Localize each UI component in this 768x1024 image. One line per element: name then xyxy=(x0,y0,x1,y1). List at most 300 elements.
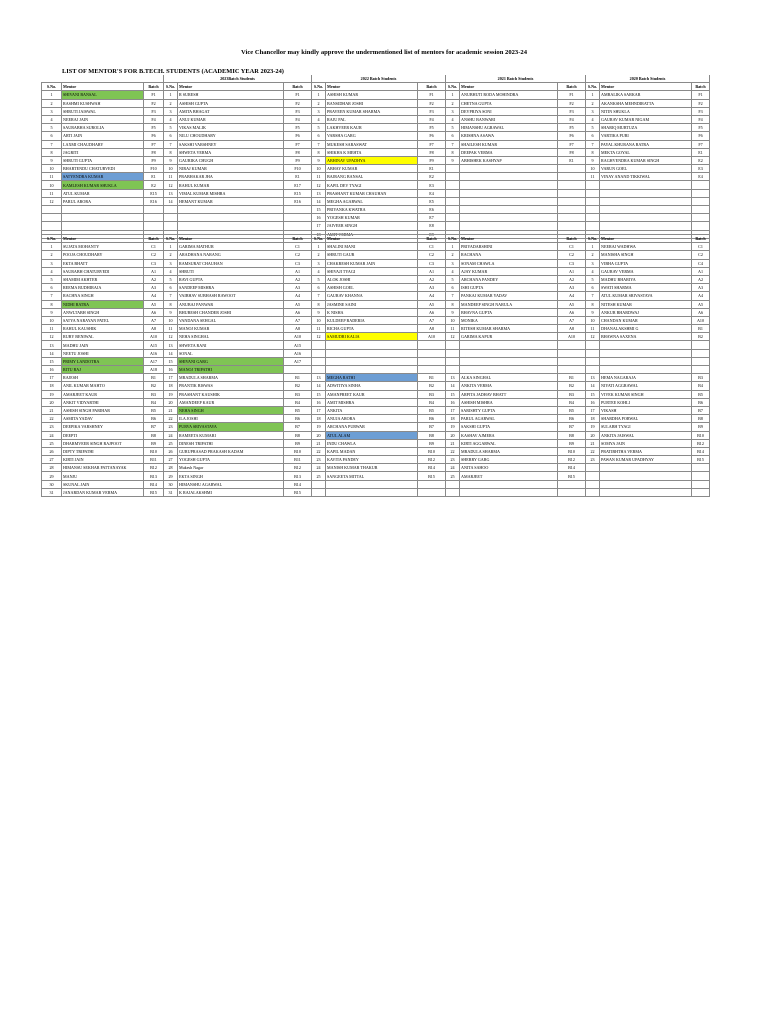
sno-cell: 13 xyxy=(586,374,600,382)
mentor-name-cell: NEHA SINGH xyxy=(178,406,284,414)
sno-cell: 22 xyxy=(312,447,326,455)
mentor-name-cell: PRIYADARSHINI xyxy=(460,243,558,251)
mentor-name-cell: SAKSHI GUPTA xyxy=(460,423,558,431)
sno-cell: 20 xyxy=(586,431,600,439)
sno-cell: 23 xyxy=(446,456,460,464)
mentor-name-cell xyxy=(62,214,144,222)
table-row xyxy=(42,251,710,259)
mentor-name-cell: SHRUTI GUPTA xyxy=(62,156,144,164)
mentor-name-cell: NEERAJ WADHWA xyxy=(600,243,692,251)
sno-cell: 9 xyxy=(446,156,460,164)
batch-cell: A2 xyxy=(144,275,164,283)
mentor-name-cell: NEERAJ JAIN xyxy=(62,115,144,123)
mentor-name-cell: ASHISH SINGH PARIHAR xyxy=(62,406,144,414)
mentor-name-cell: VARTIKA PURI xyxy=(600,132,692,140)
table-row xyxy=(42,464,710,472)
sno-cell: 2 xyxy=(312,251,326,259)
mentor-name-cell: SHERRY GARG xyxy=(460,456,558,464)
sno-cell: 5 xyxy=(42,275,62,283)
sno-cell: 19 xyxy=(164,390,178,398)
batch-cell: A1 xyxy=(144,267,164,275)
mentor-name-cell: GARIMA MATHUR xyxy=(178,243,284,251)
batch-cell: F8 xyxy=(284,148,312,156)
sno-cell: 28 xyxy=(164,464,178,472)
sno-cell: 6 xyxy=(586,284,600,292)
mentor-name-cell: SANDEEP MISHRA xyxy=(178,284,284,292)
batch-cell: E3 xyxy=(692,165,710,173)
batch-cell: B8 xyxy=(284,431,312,439)
batch-cell: F4 xyxy=(284,115,312,123)
sno-cell: 20 xyxy=(312,431,326,439)
sno-cell: 21 xyxy=(446,439,460,447)
sno-cell: 27 xyxy=(42,456,62,464)
batch-cell: F5 xyxy=(558,124,586,132)
mentor-name-cell: RAMEETA KUMARI xyxy=(178,431,284,439)
batch-cell: B3 xyxy=(284,390,312,398)
mentor-name-cell: ANKITA JAISWAL xyxy=(600,431,692,439)
mentor-name-cell: PURVA SRIVASTAVA xyxy=(178,423,284,431)
sno-cell xyxy=(446,357,460,365)
batch-cell: C3 xyxy=(144,259,164,267)
mentor-name-cell: K NISHA xyxy=(326,308,418,316)
sno-cell: 15 xyxy=(42,357,62,365)
mentor-name-cell: SOMYA JAIN xyxy=(600,439,692,447)
batch-title: 2021 Batch Students xyxy=(446,75,586,83)
batch-cell xyxy=(558,214,586,222)
table-row xyxy=(42,431,710,439)
sno-cell xyxy=(42,206,62,214)
sno-cell: 9 xyxy=(164,308,178,316)
sno-cell: 15 xyxy=(586,390,600,398)
sno-cell: 3 xyxy=(586,259,600,267)
batch-cell: B7 xyxy=(284,423,312,431)
sno-cell: 13 xyxy=(446,374,460,382)
batch-cell: E17 xyxy=(284,181,312,189)
batch-cell: A7 xyxy=(418,316,446,324)
sno-cell: 3 xyxy=(164,107,178,115)
batch-cell: F6 xyxy=(558,132,586,140)
mentor-name-cell: PARUL ARORA xyxy=(62,197,144,205)
batch-cell: A3 xyxy=(692,284,710,292)
sno-cell: 5 xyxy=(446,124,460,132)
sno-cell xyxy=(446,480,460,488)
batch-cell xyxy=(692,206,710,214)
sno-cell: 7 xyxy=(312,140,326,148)
mentor-name-cell: MRADULA SHARMA xyxy=(460,447,558,455)
mentor-name-cell: K RAJALAKSHMI xyxy=(178,488,284,496)
mentor-name-cell: NILU CHOUDHARY xyxy=(178,132,284,140)
sno-cell: 29 xyxy=(164,472,178,480)
mentor-name-cell: KAPIL DEV TYAGI xyxy=(326,181,418,189)
sno-cell xyxy=(586,464,600,472)
batch-cell: F2 xyxy=(558,99,586,107)
mentor-name-cell: DEEPAK VERMA xyxy=(460,148,558,156)
sno-cell xyxy=(446,214,460,222)
batch-cell: A8 xyxy=(558,325,586,333)
mentor-name-cell: SWATI SHARMA xyxy=(600,284,692,292)
batch-cell xyxy=(692,214,710,222)
sno-cell xyxy=(42,222,62,230)
batch-cell: B10 xyxy=(284,447,312,455)
sno-cell: 12 xyxy=(164,181,178,189)
batch-header: Batch xyxy=(418,235,446,243)
mentor-name-cell: VIKAS MALIK xyxy=(178,124,284,132)
table-row xyxy=(42,390,710,398)
sno-cell: 1 xyxy=(446,243,460,251)
sno-cell: 10 xyxy=(42,165,62,173)
batch-cell xyxy=(144,222,164,230)
batch-cell: B2 xyxy=(284,382,312,390)
batch-cell xyxy=(558,181,586,189)
batch-cell: B3 xyxy=(692,374,710,382)
sno-cell: 11 xyxy=(42,173,62,181)
sno-cell: 24 xyxy=(312,464,326,472)
sno-cell: 7 xyxy=(446,292,460,300)
batch-cell: B9 xyxy=(558,439,586,447)
mentor-name-cell xyxy=(600,464,692,472)
batch-cell xyxy=(692,189,710,197)
mentor-name-cell xyxy=(600,181,692,189)
batch-cell: B13 xyxy=(284,472,312,480)
batch-cell: B5 xyxy=(558,406,586,414)
sno-cell: 14 xyxy=(164,197,178,205)
batch-cell xyxy=(692,222,710,230)
table-row xyxy=(42,222,710,230)
batch-cell: F1 xyxy=(692,91,710,99)
sno-cell: 18 xyxy=(312,415,326,423)
batch-cell: A4 xyxy=(558,292,586,300)
mentor-name-cell: ALKA SINGHAL xyxy=(460,374,558,382)
batch-cell: A7 xyxy=(284,316,312,324)
mentor-name-cell: JAIVEER SINGH xyxy=(326,222,418,230)
batch-cell: C2 xyxy=(418,251,446,259)
table-row xyxy=(42,316,710,324)
batch-cell: B4 xyxy=(418,398,446,406)
sno-cell: 16 xyxy=(42,366,62,374)
table-row xyxy=(42,189,710,197)
sno-header: S.No. xyxy=(164,83,178,91)
sno-cell: 8 xyxy=(42,148,62,156)
sno-cell xyxy=(586,189,600,197)
sno-cell: 8 xyxy=(312,148,326,156)
sno-cell: 17 xyxy=(446,406,460,414)
batch-cell xyxy=(692,464,710,472)
table-row xyxy=(42,140,710,148)
table-row xyxy=(42,148,710,156)
batch-cell xyxy=(558,222,586,230)
batch-cell: A4 xyxy=(692,292,710,300)
batch-title: 2020 Batch Students xyxy=(586,75,710,83)
batch-cell: F1 xyxy=(558,91,586,99)
mentor-name-cell: EKTA BHATT xyxy=(62,259,144,267)
mentor-name-cell: BHARTENDU CHATURVEDI xyxy=(62,165,144,173)
mentor-name-cell: GAURAV KHANNA xyxy=(326,292,418,300)
mentor-name-cell: DINESH TRIPATHI xyxy=(178,439,284,447)
sno-cell: 25 xyxy=(164,439,178,447)
mentor-name-cell: PAWAN KUMAR UPADHYAY xyxy=(600,456,692,464)
batch-cell: E1 xyxy=(558,156,586,164)
batch-cell xyxy=(284,214,312,222)
mentor-name-cell: PRIMY LANDOTRA xyxy=(62,357,144,365)
mentor-name-cell: MEGHA RATHI xyxy=(326,374,418,382)
mentor-name-cell: SHIKHA K MEHTA xyxy=(326,148,418,156)
table-row xyxy=(42,124,710,132)
batch-cell: B1 xyxy=(284,374,312,382)
batch-cell: F9 xyxy=(284,156,312,164)
mentor-name-cell: CHANDAN KUMAR xyxy=(600,316,692,324)
sno-cell xyxy=(586,197,600,205)
sno-cell: 24 xyxy=(164,431,178,439)
batch-cell: A15 xyxy=(144,341,164,349)
batch-cell: A2 xyxy=(284,275,312,283)
mentor-name-cell xyxy=(600,488,692,496)
batch-cell: B14 xyxy=(692,447,710,455)
mentor-name-cell: BHAVNA GUPTA xyxy=(460,308,558,316)
batch-cell: A5 xyxy=(558,300,586,308)
sno-cell: 1 xyxy=(586,91,600,99)
sno-cell: 2 xyxy=(586,99,600,107)
batch-cell xyxy=(558,357,586,365)
batch-cell: B2 xyxy=(418,382,446,390)
batch-title: 2023Batch Students xyxy=(164,75,312,83)
batch-cell: F6 xyxy=(692,132,710,140)
mentor-name-cell: SULABH TYAGI xyxy=(600,423,692,431)
sno-cell: 5 xyxy=(586,124,600,132)
sno-cell xyxy=(446,206,460,214)
batch-cell: B8 xyxy=(558,431,586,439)
batch-cell: F3 xyxy=(692,107,710,115)
sno-cell: 4 xyxy=(586,115,600,123)
sno-cell: 1 xyxy=(42,91,62,99)
mentor-name-cell: DHANALAKSHMI G xyxy=(600,325,692,333)
batch-cell xyxy=(418,349,446,357)
mentor-name-cell: ARCHANA PANDEY xyxy=(460,275,558,283)
sno-cell: 21 xyxy=(312,439,326,447)
batch-cell: C2 xyxy=(144,251,164,259)
mentor-name-cell: ANUBHUTI RODA MOHINDRA xyxy=(460,91,558,99)
sno-cell: 19 xyxy=(586,423,600,431)
batch-cell: B9 xyxy=(692,423,710,431)
batch-cell: E2 xyxy=(418,173,446,181)
mentor-name-cell: PURTEE KOHLI xyxy=(600,398,692,406)
sno-cell: 4 xyxy=(446,267,460,275)
table-row xyxy=(42,415,710,423)
sno-cell: 2 xyxy=(164,251,178,259)
table-row xyxy=(42,267,710,275)
mentor-name-cell: RITU RAJ xyxy=(62,366,144,374)
batch-cell xyxy=(284,366,312,374)
batch-cell: A6 xyxy=(144,308,164,316)
sno-cell: 10 xyxy=(42,181,62,189)
mentor-name-cell: ASHISH GUPTA xyxy=(178,99,284,107)
mentor-name-cell: YOGESH GUPTA xyxy=(178,456,284,464)
mentor-name-cell: GAURAV KUMAR NIGAM xyxy=(600,115,692,123)
mentor-name-cell: HEMA NAGARAJA xyxy=(600,374,692,382)
sno-cell: 17 xyxy=(164,374,178,382)
batch-cell: A8 xyxy=(418,325,446,333)
sno-cell: 1 xyxy=(446,91,460,99)
sno-cell xyxy=(312,341,326,349)
batch-cell: C1 xyxy=(692,243,710,251)
batch-cell: E16 xyxy=(284,197,312,205)
batch-header: Batch xyxy=(558,83,586,91)
mentor-name-cell: YOGESH KUMAR xyxy=(326,214,418,222)
sno-cell: 31 xyxy=(42,488,62,496)
batch-cell: F8 xyxy=(144,148,164,156)
mentor-name-cell: KIRTI JAIN xyxy=(62,456,144,464)
batch-header: Batch xyxy=(144,235,164,243)
mentor-name-cell: JANARDAN KUMAR VERMA xyxy=(62,488,144,496)
sno-cell: 7 xyxy=(164,140,178,148)
batch-header: Batch xyxy=(284,235,312,243)
batch-cell: B8 xyxy=(418,431,446,439)
mentor-name-cell xyxy=(600,341,692,349)
sno-cell: 6 xyxy=(42,284,62,292)
batch-cell: A3 xyxy=(284,284,312,292)
batch-cell: F7 xyxy=(144,140,164,148)
sno-cell: 18 xyxy=(164,382,178,390)
mentor-name-cell: ANUBAJ PANWAR xyxy=(178,300,284,308)
sno-cell: 17 xyxy=(42,374,62,382)
mentor-name-cell: SHARDHA PORWAL xyxy=(600,415,692,423)
mentor-name-cell: VIMAL KUMAR MISHRA xyxy=(178,189,284,197)
sno-cell: 12 xyxy=(312,333,326,341)
sno-cell: 10 xyxy=(164,165,178,173)
mentor-name-cell: NIDHI BATRA xyxy=(62,300,144,308)
mentor-name-cell: ANWLTABH SINGH xyxy=(62,308,144,316)
batch-cell xyxy=(692,488,710,496)
batch-cell: E1 xyxy=(692,148,710,156)
mentor-name-cell: VIVEK KUMAR SINGH xyxy=(600,390,692,398)
mentor-name-cell: POOJA CHOUDHARY xyxy=(62,251,144,259)
mentor-name-cell: MEGHA AGARWAL xyxy=(326,197,418,205)
batch-cell: E16 xyxy=(144,197,164,205)
mentor-name-cell: PRATIBHTHA VERMA xyxy=(600,447,692,455)
table-row xyxy=(42,173,710,181)
sno-cell: 9 xyxy=(42,156,62,164)
sno-cell: 22 xyxy=(164,415,178,423)
sno-cell: 3 xyxy=(586,107,600,115)
sno-header: S.No. xyxy=(446,83,460,91)
sno-cell: 1 xyxy=(586,243,600,251)
batch-cell: F2 xyxy=(692,99,710,107)
sno-cell: 4 xyxy=(586,267,600,275)
sno-cell: 22 xyxy=(42,415,62,423)
batch-cell: B4 xyxy=(692,382,710,390)
batch-cell: F8 xyxy=(558,148,586,156)
batch-cell: A2 xyxy=(692,275,710,283)
mentor-name-cell xyxy=(460,165,558,173)
mentor-name-cell xyxy=(600,206,692,214)
mentor-name-cell: PRASHANT KUMAR CHAUHAN xyxy=(326,189,418,197)
batch-cell: B1 xyxy=(144,374,164,382)
mentor-name-cell: SHRUTI JAISWAL xyxy=(62,107,144,115)
sno-cell: 17 xyxy=(312,406,326,414)
sno-cell: 1 xyxy=(42,243,62,251)
mentor-name-cell: DIPTY TRIPATHI xyxy=(62,447,144,455)
batch-cell: B3 xyxy=(418,390,446,398)
batch-cell xyxy=(144,214,164,222)
mentor-name-cell: SHWETA VERMA xyxy=(178,148,284,156)
mentor-name-cell: PRIYANKA KWATRA xyxy=(326,206,418,214)
mentor-name-cell xyxy=(600,349,692,357)
batch-cell: F4 xyxy=(418,115,446,123)
mentor-name-cell xyxy=(460,206,558,214)
batch-cell: F5 xyxy=(692,124,710,132)
batch-cell: E2 xyxy=(144,181,164,189)
table-row xyxy=(42,357,710,365)
mentor-name-cell xyxy=(460,222,558,230)
batch-cell: B4 xyxy=(144,398,164,406)
mentor-name-cell: VARSHA GARG xyxy=(326,132,418,140)
batch-cell: B9 xyxy=(418,439,446,447)
table-row xyxy=(42,156,710,164)
batch-cell: C4 xyxy=(692,259,710,267)
batch-cell: B11 xyxy=(144,456,164,464)
mentor-name-cell: NEETU JOSHI xyxy=(62,349,144,357)
batch-cell: A10 xyxy=(558,333,586,341)
sno-cell: 14 xyxy=(586,382,600,390)
batch-cell: E1 xyxy=(284,173,312,181)
sno-cell: 11 xyxy=(164,325,178,333)
sno-cell: 10 xyxy=(312,316,326,324)
mentor-name-cell: EKTA SINGH xyxy=(178,472,284,480)
list-title: LIST OF MENTOR'S FOR B.TECH. STUDENTS (ACADEMIC YEAR 2023-24) xyxy=(62,68,284,75)
mentor-name-cell: AMIT VERMA xyxy=(326,230,418,238)
mentor-name-cell: HIMANSHU AGARWAL xyxy=(178,480,284,488)
mentor-name-cell: SHIVANI GARG xyxy=(178,357,284,365)
mentor-name-cell: HIMANSU SEKHAR PATTANAYAK xyxy=(62,464,144,472)
mentor-name-cell xyxy=(326,488,418,496)
mentor-name-cell: CHETNA GUPTA xyxy=(460,99,558,107)
mentor-name-cell: SKUNAL JAIN xyxy=(62,480,144,488)
sno-cell: 4 xyxy=(312,115,326,123)
sno-cell xyxy=(446,189,460,197)
batch-cell: A5 xyxy=(284,300,312,308)
table-row xyxy=(42,206,710,214)
sno-cell: 13 xyxy=(42,341,62,349)
batch-cell: B5 xyxy=(418,406,446,414)
sno-cell: 11 xyxy=(446,325,460,333)
mentor-name-cell: ASHISH GOEL xyxy=(326,284,418,292)
mentor-name-cell: SHAMIM AKHTER xyxy=(62,275,144,283)
mentor-name-cell: BANSIDHAR JOSHI xyxy=(326,99,418,107)
sno-cell: 4 xyxy=(164,267,178,275)
mentor-name-cell: ISHI GUPTA xyxy=(460,284,558,292)
table-row xyxy=(42,366,710,374)
table-row xyxy=(42,382,710,390)
sno-cell: 8 xyxy=(164,148,178,156)
sno-cell: 11 xyxy=(312,325,326,333)
mentor-header: Mentor xyxy=(460,235,558,243)
mentor-name-cell: KAVITA PANDEY xyxy=(326,456,418,464)
batch-cell: A2 xyxy=(418,275,446,283)
mentor-name-cell: ANUJ KUMAR xyxy=(178,115,284,123)
sno-cell: 9 xyxy=(42,308,62,316)
sno-cell: 20 xyxy=(164,398,178,406)
mentor-name-cell: MEKTA GOYAL xyxy=(600,148,692,156)
sno-cell: 15 xyxy=(312,390,326,398)
mentor-name-cell: SHRUTI xyxy=(178,267,284,275)
mentor-name-cell: SARISHTY GUPTA xyxy=(460,406,558,414)
mentor-name-cell: PARUL AGARWAL xyxy=(460,415,558,423)
batch-cell: E5 xyxy=(418,197,446,205)
mentor-name-cell: MANDEEP SINGH NARULA xyxy=(460,300,558,308)
batch-cell: B7 xyxy=(558,423,586,431)
table-row xyxy=(42,300,710,308)
sno-cell: 9 xyxy=(164,156,178,164)
sno-cell: 2 xyxy=(586,251,600,259)
